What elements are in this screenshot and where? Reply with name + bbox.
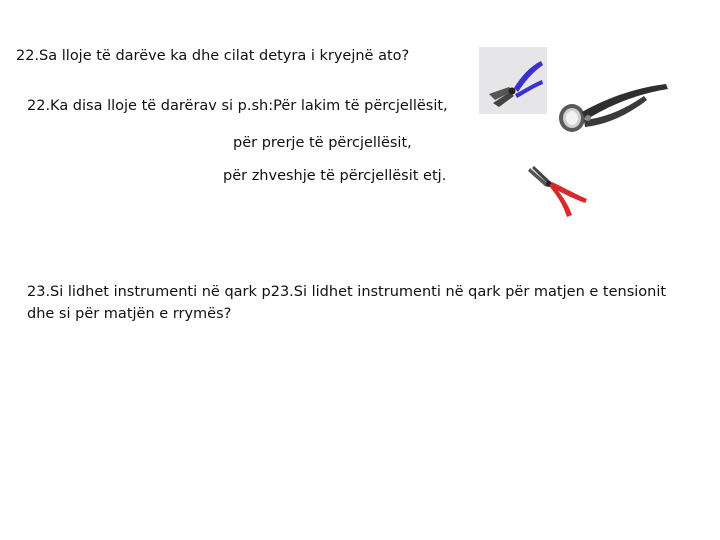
pincers-icon bbox=[558, 80, 670, 144]
blue-handled-pliers-icon bbox=[479, 47, 547, 114]
answer-22-line-1: 22.Ka disa lloje të darërav si p.sh:Për lakim të përcjellësit, bbox=[27, 98, 448, 114]
answer-22-line-2: për prerje të përcjellësit, bbox=[233, 135, 412, 151]
question-23: 23.Si lidhet instrumenti në qark p23.Si lidhet instrumenti në qark për matjen e tensionit dhe si për matjën e rrymës? bbox=[27, 284, 667, 322]
answer-22-line-3: për zhveshje të përcjellësit etj. bbox=[223, 168, 447, 184]
red-needle-nose-pliers-icon bbox=[527, 165, 589, 220]
question-22: 22.Sa lloje të darëve ka dhe cilat detyra i kryejnë ato? bbox=[16, 48, 410, 64]
